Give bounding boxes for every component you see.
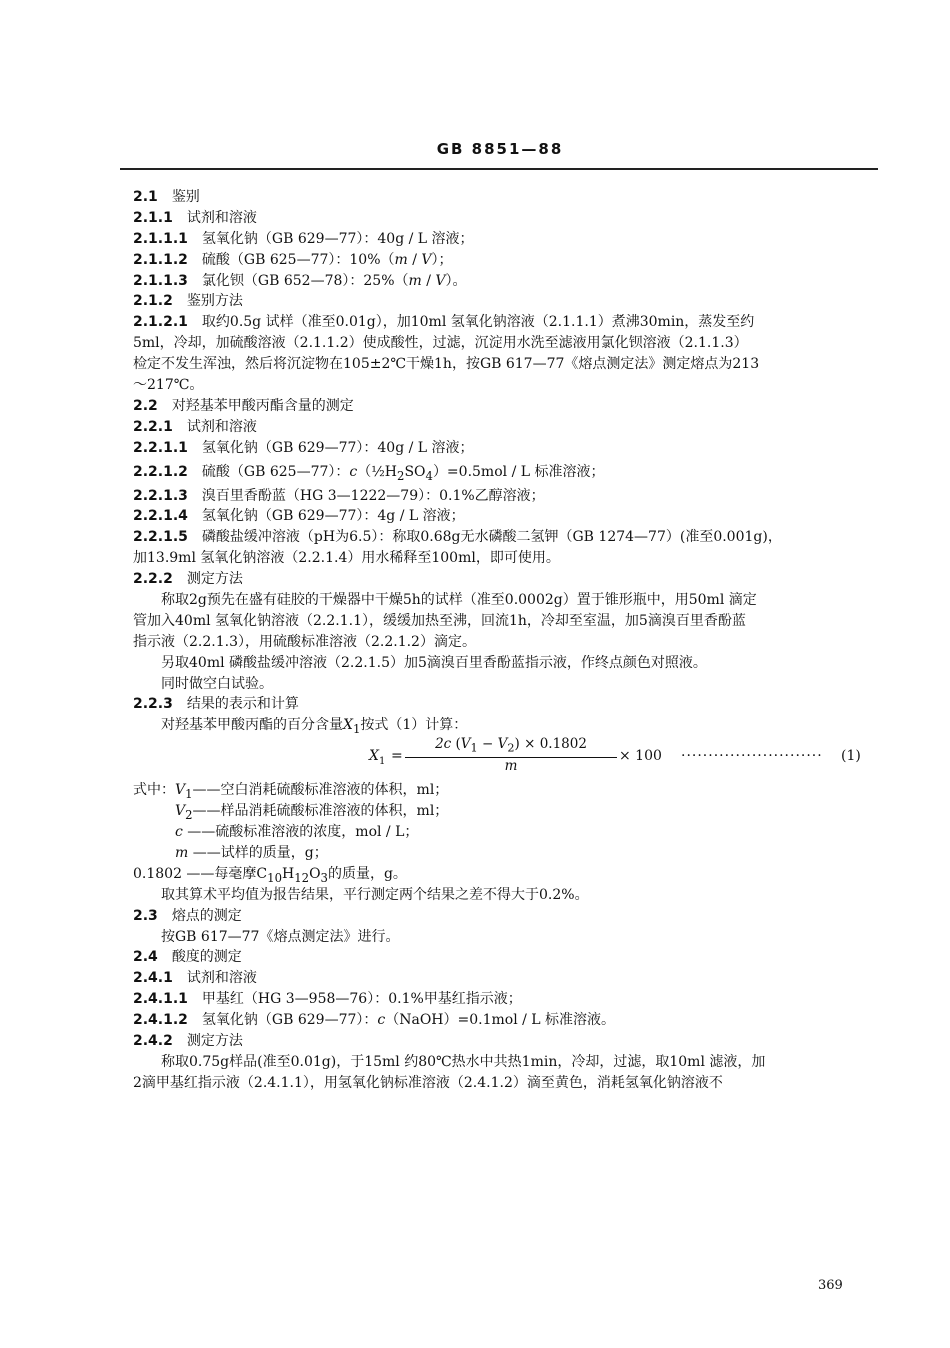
formula-numerator: 2c $(V_1 - V_2) \times 0.1802$: [435, 736, 587, 755]
text-line: 2.1.2 鉴别方法: [133, 293, 243, 310]
text-line: ～217℃。: [133, 377, 204, 394]
text-line: 2.1.1 试剂和溶液: [133, 209, 257, 226]
text-line: 2.2.1.4 氢氧化钠（GB 629—77）：4g / L 溶液；: [133, 508, 465, 525]
text-line: 按GB 617—77《熔点测定法》进行。: [161, 928, 400, 945]
page-number: 369: [818, 1278, 843, 1293]
text-line: 2.2.1 试剂和溶液: [133, 418, 257, 435]
text-line: 取其算术平均值为报告结果，平行测定两个结果之差不得大于0.2%。: [161, 886, 589, 903]
text-line: 称取2g预先在盛有硅胶的干燥器中干燥5h的试样（准至0.0002g）置于锥形瓶中，用50ml 滴定: [161, 592, 757, 609]
text-line: 2.2.1.1 氢氧化钠（GB 629—77）：40g / L 溶液；: [133, 439, 474, 456]
text-line: 2.4 酸度的测定: [133, 949, 242, 966]
text-line: 2滴甲基红指示液（2.4.1.1），用氢氧化钠标准溶液（2.4.1.2）滴至黄色，消耗氢氧化钠溶液不: [133, 1074, 723, 1091]
text-line: 2.1.1.3 氯化钡（GB 652—78）：25%（m / V）。: [133, 272, 467, 289]
formula-lhs: $X_1$: [369, 748, 386, 768]
text-line: 2.2.2 测定方法: [133, 571, 243, 588]
text-line: 2.1.1.2 硫酸（GB 625—77）：10%（m / V）；: [133, 251, 453, 268]
document-header: GB 8851—88: [436, 140, 564, 158]
text-line: 指示液（2.2.1.3），用硫酸标准溶液（2.2.1.2）滴定。: [133, 633, 476, 650]
text-line: 0.1802 ——每毫摩$C_{10}H_{12}O_3$的质量，g。: [133, 865, 407, 885]
text-line: 同时做空白试验。: [161, 675, 273, 692]
text-line: 式中：$V_1——$空白消耗硫酸标准溶液的体积，ml；: [133, 782, 449, 802]
header-rule: [120, 168, 878, 170]
formula-denominator: m: [504, 758, 518, 775]
text-line: 2.1.2.1 取约0.5g 试样（准至0.01g），加10ml 氢氧化钠溶液（2.1.1.1）煮沸30min，蒸发至约: [133, 314, 755, 331]
text-line: 2.2.1.3 溴百里香酚蓝（HG 3—1222—79）：0.1%乙醇溶液；: [133, 487, 545, 504]
text-line: 2.4.1 试剂和溶液: [133, 970, 257, 987]
text-line: 2.4.1.2 氢氧化钠（GB 629—77）：c（NaOH）=0.1mol / L 标准溶液。: [133, 1012, 616, 1029]
text-line: 2.2.1.2 硫酸（GB 625—77）：$c(\frac{1}{2}H_2SO_4)=0.5mol / L$ 标准溶液；: [133, 463, 605, 483]
text-line: 2.2 对羟基苯甲酸丙酯含量的测定: [133, 397, 354, 414]
formula-1: [133, 736, 878, 780]
text-line: 管加入40ml 氢氧化钠溶液（2.2.1.1），缓缓加热至沸，回流1h，冷却至室温，加5滴溴百里香酚蓝: [133, 612, 746, 629]
text-line: 2.4.1.1 甲基红（HG 3—958—76）：0.1%甲基红指示液；: [133, 991, 522, 1008]
text-block-2: [133, 780, 878, 1093]
text-line: 2.2.3 结果的表示和计算: [133, 696, 299, 713]
text-line: 2.2.1.5 磷酸盐缓冲溶液（pH为6.5）：称取0.68g无水磷酸二氢钾（GB 1274—77）(准至0.001g)，: [133, 529, 782, 546]
text-line: 2.4.2 测定方法: [133, 1032, 243, 1049]
text-line: 另取40ml 磷酸盐缓冲溶液（2.2.1.5）加5滴溴百里香酚蓝指示液，作终点颜色对照液。: [161, 654, 707, 671]
text-line: 2.3 熔点的测定: [133, 907, 242, 924]
text-block-1: [133, 187, 878, 736]
text-line: 2.1.1.1 氢氧化钠（GB 629—77）：40g / L 溶液；: [133, 230, 474, 247]
text-line: $V_2——$样品消耗硫酸标准溶液的体积，ml；: [175, 803, 449, 822]
formula-tail: × 100: [619, 748, 662, 765]
text-line: m ——试样的质量，g；: [175, 844, 328, 861]
formula-number: (1): [841, 748, 861, 765]
formula-leader: ··························: [681, 748, 823, 765]
text-line: c ——硫酸标准溶液的浓度，mol / L；: [175, 824, 419, 841]
text-line: 对羟基苯甲酸丙酯的百分含量$X_1$按式（1）计算：: [161, 717, 468, 737]
text-line: 5ml，冷却，加硫酸溶液（2.1.1.2）使成酸性，过滤，沉淀用水洗至滤液用氯化钡溶液（2.1.1.3）: [133, 335, 748, 352]
text-line: 称取0.75g样品(准至0.01g)，于15ml 约80℃热水中共热1min，冷却，过滤，取10ml 滤液，加: [161, 1053, 766, 1070]
text-line: 检定不发生浑浊，然后将沉淀物在105±2℃干燥1h，按GB 617—77《熔点测定法》测定熔点为213: [133, 356, 760, 373]
formula-equals: =: [391, 748, 403, 765]
document-body: [133, 187, 878, 1094]
text-line: 加13.9ml 氢氧化钠溶液（2.2.1.4）用水稀释至100ml，即可使用。: [133, 550, 560, 567]
text-line: 2.1 鉴别: [133, 189, 200, 205]
